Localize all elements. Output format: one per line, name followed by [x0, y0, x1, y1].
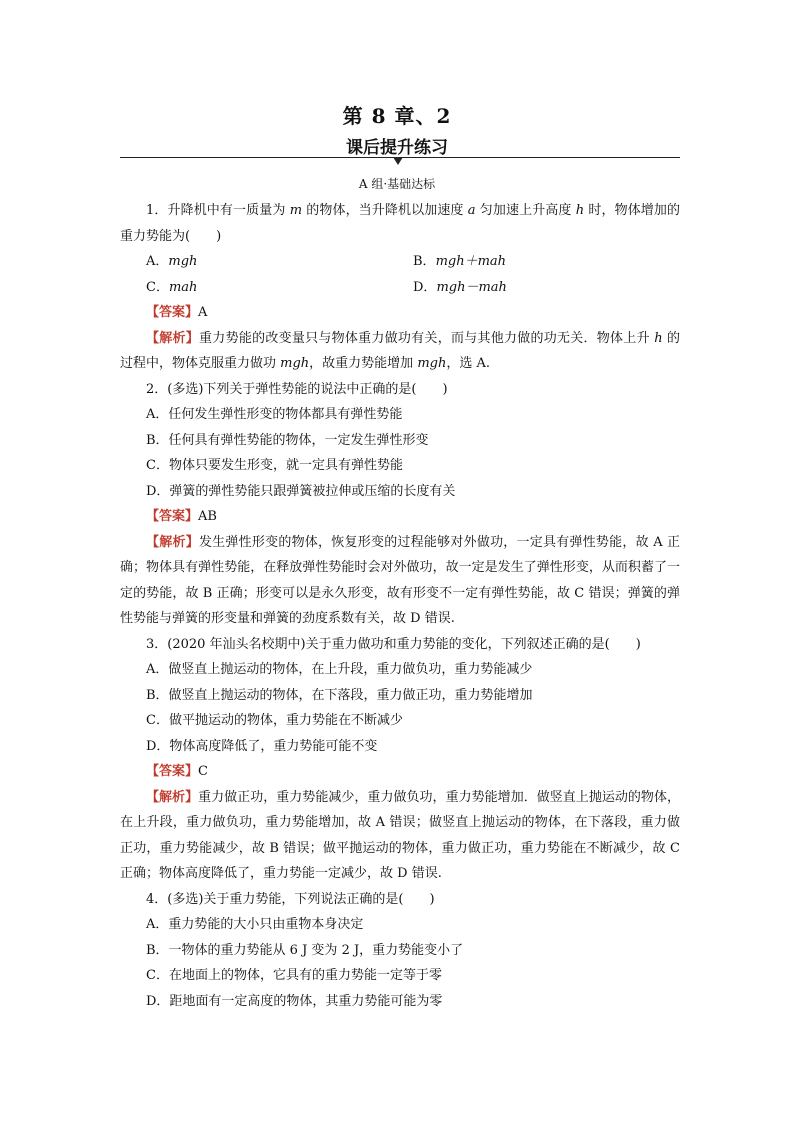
- question-4-option-a: A．重力势能的大小只由重物本身决定: [146, 917, 364, 932]
- question-4-option-c: C．在地面上的物体，它具有的重力势能一定等于零: [146, 968, 442, 983]
- question-1-stem: 1．升降机中有一质量为 m 的物体，当升降机以加速度 a 匀加速上升高度 h 时，物体增加的重力势能为( ): [120, 203, 681, 244]
- question-1-options-row-1: [120, 249, 680, 275]
- question-2-option-c: C．物体只要发生形变，就一定具有弹性势能: [146, 458, 403, 473]
- question-4-option-d: D．距地面有一定高度的物体，其重力势能可能为零: [146, 993, 443, 1009]
- question-2-option-a: A．任何发生弹性形变的物体都具有弹性势能: [146, 407, 403, 422]
- question-2-answer: 【答案】AB: [146, 509, 217, 524]
- question-3-answer: 【答案】C: [146, 764, 208, 779]
- question-1-analysis: 【解析】重力势能的改变量只与物体重力做功有关，而与其他力做的功无关．物体上升 h 的过程中，物体克服重力做功 mgh，故重力势能增加 mgh，选 A.: [120, 330, 680, 371]
- question-content: [120, 198, 680, 1014]
- page-subtitle: 课后提升练习: [346, 138, 448, 158]
- option-b: B．mgh＋mah: [413, 254, 507, 269]
- answer-tag: 【答案】: [146, 305, 199, 320]
- question-3-option-d: D．物体高度降低了，重力势能可能不变: [146, 738, 378, 754]
- analysis-tag: 【解析】: [146, 330, 200, 346]
- question-2-option-b: B．任何具有弹性势能的物体，一定发生弹性形变: [146, 432, 429, 448]
- question-1-options-row-2: [120, 275, 680, 301]
- option-c: C．mah: [146, 279, 198, 295]
- question-2-analysis: 【解析】发生弹性形变的物体，恢复形变的过程能够对外做功，一定具有弹性势能，故 A 正确；物体具有弹性势能，在释放弹性势能时会对外做功，故一定是发生了弹性形变，从而积蓄了一定的势能，故 B 正确；形变可以是永久形变，故有形变不一定有弹性势能，故 C 错误；弹簧的弹性势能与弹簧的形变量和弹簧的劲度系数有关，故 D 错误.: [120, 534, 680, 626]
- option-d: D．mgh－mah: [413, 279, 507, 295]
- answer-tag: 【答案】: [146, 509, 199, 524]
- question-1-answer: 【答案】A: [146, 305, 208, 320]
- question-3-option-c: C．做平抛运动的物体，重力势能在不断减少: [146, 713, 403, 728]
- answer-tag: 【答案】: [146, 764, 199, 779]
- option-a: A．mgh: [146, 254, 198, 269]
- question-3-option-a: A．做竖直上抛运动的物体，在上升段，重力做负功，重力势能减少: [146, 662, 533, 677]
- question-3-option-b: B．做竖直上抛运动的物体，在下落段，重力做正功，重力势能增加: [146, 687, 533, 703]
- question-2-option-d: D．弹簧的弹性势能只跟弹簧被拉伸或压缩的长度有关: [146, 483, 456, 499]
- question-4-stem: 4．(多选)关于重力势能，下列说法正确的是( ): [146, 891, 435, 907]
- question-4-option-b: B．一物体的重力势能从 6 J 变为 2 J，重力势能变小了: [146, 942, 464, 958]
- triangle-marker-icon: [393, 157, 403, 165]
- page-title: 第 8 章、2: [342, 104, 452, 128]
- question-3-analysis: 【解析】重力做正功，重力势能减少，重力做负功，重力势能增加．做竖直上抛运动的物体，在上升段，重力做负功，重力势能增加，故 A 错误；做竖直上抛运动的物体，在下落段，重力做正功，重力势能减少，故 B 错误；做平抛运动的物体，重力做正功，重力势能在不断减少，故 C 正确；物体高度降低了，重力势能一定减少，故 D 错误.: [120, 789, 680, 881]
- section-heading: A 组·基础达标: [358, 177, 436, 191]
- question-3-stem: 3．(2020 年汕头名校期中)关于重力做功和重力势能的变化，下列叙述正确的是( ): [146, 636, 641, 652]
- analysis-tag: 【解析】: [146, 789, 199, 805]
- analysis-tag: 【解析】: [146, 534, 199, 550]
- question-2-stem: 2．(多选)下列关于弹性势能的说法中正确的是( ): [146, 381, 448, 397]
